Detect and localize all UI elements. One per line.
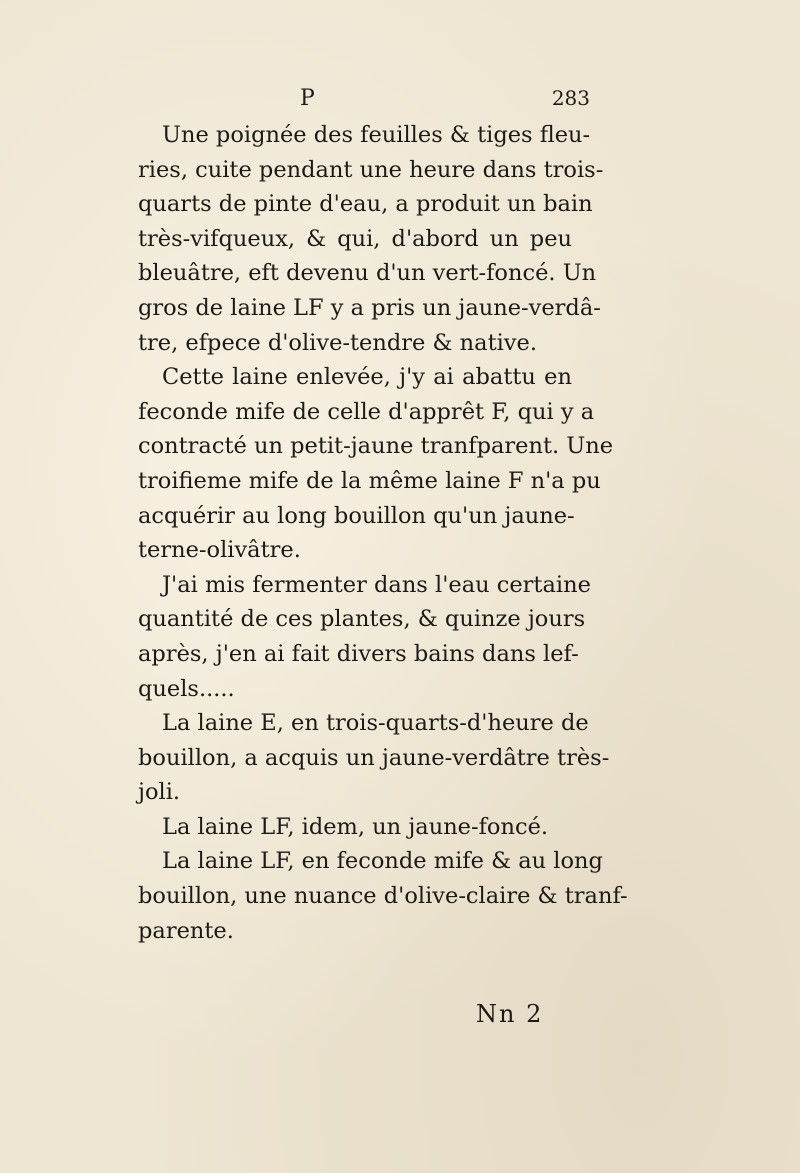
text-line: bouillon, a acquis un jaune-verdâtre très- xyxy=(138,744,610,771)
text-line: acquérir au long bouillon qu'un jaune- xyxy=(138,502,575,529)
text-line: ries, cuite pendant une heure dans trois- xyxy=(138,156,604,183)
text-line: gros de laine LF y a pris un jaune-verdâ- xyxy=(138,294,601,321)
text-line: contracté un petit-jaune tranfparent. Une xyxy=(138,433,614,460)
paragraph xyxy=(114,810,572,845)
text-line: troifieme mife de la même laine F n'a pu xyxy=(138,467,601,494)
body-text xyxy=(114,118,628,948)
text-line: parente. xyxy=(138,917,234,944)
text-line: bouillon, une nuance d'olive-claire & tranf- xyxy=(138,883,628,910)
text-line: La laine LF, en feconde mife & au long xyxy=(162,848,603,875)
page-number: 283 xyxy=(551,86,590,110)
text-line: quels..... xyxy=(138,675,235,702)
text-line: quantité de ces plantes, & quinze jours xyxy=(138,606,586,633)
paragraph xyxy=(114,844,628,948)
text-line: feconde mife de celle d'apprêt F, qui y a xyxy=(138,398,595,425)
paragraph xyxy=(114,360,614,568)
text-line: J'ai mis fermenter dans l'eau certaine xyxy=(162,571,591,598)
text-line: quarts de pinte d'eau, a produit un bain xyxy=(138,191,593,218)
text-line: La laine E, en trois-quarts-d'heure de xyxy=(162,710,589,737)
paragraph xyxy=(114,706,610,810)
catchword: Nn 2 xyxy=(476,1000,544,1028)
text-line: Cette laine enlevée, j'y ai abattu en xyxy=(162,364,572,391)
text-line: après, j'en ai fait divers bains dans lef- xyxy=(138,640,579,667)
text-line: terne-olivâtre. xyxy=(138,537,301,564)
signature-letter: P xyxy=(300,86,315,111)
text-line: La laine LF, idem, un jaune-foncé. xyxy=(162,813,549,840)
text-line: tre, efpece d'olive-tendre & native. xyxy=(138,329,537,356)
text-line: très-vifqueux, & qui, d'abord un peu xyxy=(138,225,572,252)
text-line: Une poignée des feuilles & tiges fleu- xyxy=(162,122,591,148)
page-header xyxy=(300,86,590,122)
paragraph xyxy=(114,568,591,706)
text-line: bleuâtre, eft devenu d'un vert-foncé. Un xyxy=(138,260,597,287)
paragraph xyxy=(114,118,604,360)
text-line: joli. xyxy=(138,779,181,806)
